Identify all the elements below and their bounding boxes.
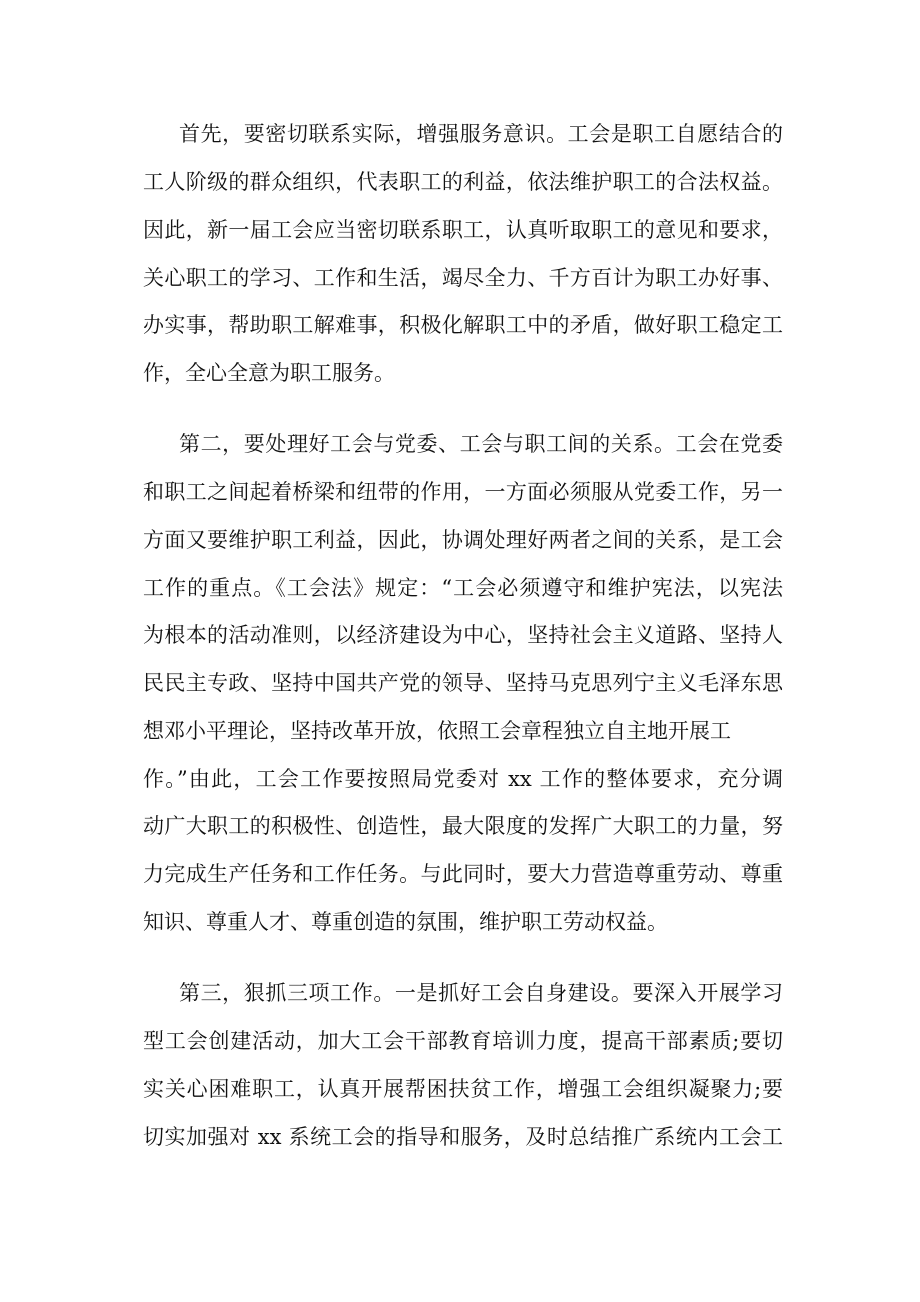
paragraph-line: 因此，新一届工会应当密切联系职工，认真听取职工的意见和要求，	[143, 218, 783, 242]
paragraph-line: 第三，狠抓三项工作。一是抓好工会自身建设。要深入开展学习	[179, 981, 783, 1005]
paragraph-line: 工作的重点。《工会法》规定：“工会必须遵守和维护宪法，以宪法	[143, 576, 783, 600]
paragraph-line: 关心职工的学习、工作和生活，竭尽全力、千方百计为职工办好事、	[143, 266, 783, 290]
paragraph-line: 为根本的活动准则，以经济建设为中心，坚持社会主义道路、坚持人	[143, 623, 783, 647]
paragraph-line: 知识、尊重人才、尊重创造的氛围，维护职工劳动权益。	[143, 910, 668, 934]
paragraph-line: 作。”由此，工会工作要按照局党委对 xx 工作的整体要求，充分调	[143, 767, 783, 791]
paragraph-line: 第二，要处理好工会与党委、工会与职工间的关系。工会在党委	[179, 432, 783, 456]
paragraph-line: 力完成生产任务和工作任务。与此同时，要大力营造尊重劳动、尊重	[143, 862, 783, 886]
paragraph-line: 动广大职工的积极性、创造性，最大限度的发挥广大职工的力量，努	[143, 814, 783, 838]
paragraph-line: 工人阶级的群众组织，代表职工的利益，依法维护职工的合法权益。	[143, 170, 783, 194]
paragraph-line: 实关心困难职工，认真开展帮困扶贫工作，增强工会组织凝聚力;要	[143, 1077, 783, 1101]
paragraph-line: 和职工之间起着桥梁和纽带的作用，一方面必须服从党委工作，另一	[143, 480, 783, 504]
paragraph-line: 想邓小平理论，坚持改革开放，依照工会章程独立自主地开展工	[143, 719, 731, 743]
paragraph-line: 办实事，帮助职工解难事，积极化解职工中的矛盾，做好职工稳定工	[143, 313, 783, 337]
paragraph-line: 民民主专政、坚持中国共产党的领导、坚持马克思列宁主义毛泽东思	[143, 671, 783, 695]
paragraph-line: 首先，要密切联系实际，增强服务意识。工会是职工自愿结合的	[179, 122, 783, 146]
paragraph-line: 方面又要维护职工利益，因此，协调处理好两者之间的关系，是工会	[143, 528, 783, 552]
paragraph-line: 型工会创建活动，加大工会干部教育培训力度，提高干部素质;要切	[143, 1029, 783, 1053]
paragraph-line: 作，全心全意为职工服务。	[143, 361, 395, 385]
paragraph-line: 切实加强对 xx 系统工会的指导和服务，及时总结推广系统内工会工	[143, 1125, 783, 1149]
